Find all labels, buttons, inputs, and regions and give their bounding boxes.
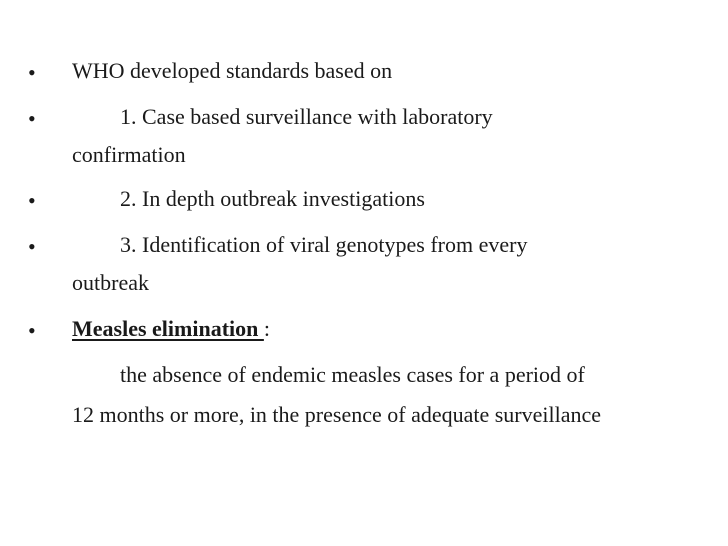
bullet-marker: •	[28, 318, 36, 343]
bullet-marker: •	[28, 106, 36, 131]
measles-elimination-heading: Measles elimination	[72, 316, 264, 341]
bullet-text-viral-genotypes: 3. Identification of viral genotypes from every	[120, 232, 528, 257]
definition-line-2: 12 months or more, in the presence of adequate surveillance	[72, 402, 602, 427]
measles-elimination-heading-line	[72, 318, 270, 340]
bullet-marker: •	[28, 60, 36, 85]
heading-colon: :	[263, 316, 270, 341]
bullet-text-outbreak-investigations: 2. In depth outbreak investigations	[120, 186, 425, 211]
bullet-marker: •	[28, 188, 36, 213]
bullet-text-case-surveillance-continued: confirmation	[72, 142, 186, 167]
bullet-marker: •	[28, 234, 36, 259]
bullet-text-who-standards: WHO developed standards based on	[72, 58, 393, 83]
bullet-text-viral-genotypes-continued: outbreak	[72, 270, 149, 295]
definition-line-1: the absence of endemic measles cases for a period of	[120, 362, 585, 387]
bullet-text-case-surveillance: 1. Case based surveillance with laboratory	[120, 104, 493, 129]
